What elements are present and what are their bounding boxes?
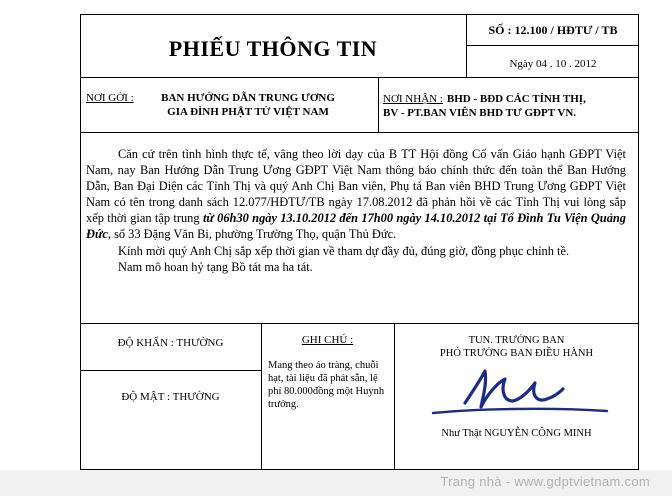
urgency-level: ĐỘ KHẨN : THƯỜNG	[117, 337, 224, 349]
header-bottom-line	[80, 77, 639, 78]
sender-line-1: BAN HƯỚNG DẪN TRUNG ƯƠNG	[161, 92, 335, 104]
border-right	[638, 14, 639, 470]
signer-title-2: PHÓ TRƯỞNG BAN ĐIỀU HÀNH	[439, 348, 594, 359]
sender-line-2: GIA ĐÌNH PHẬT TỬ VIỆT NAM	[167, 106, 329, 118]
recipient-line-1: BHD - BĐD CÁC TỈNH THỊ,	[446, 93, 586, 105]
body-text-part-2: , số 33 Đặng Văn Bi, phường Trường Thọ, quận Thủ Đức.	[107, 227, 397, 242]
document-title: PHIẾU THÔNG TIN	[168, 36, 378, 61]
body-paragraph-1	[86, 146, 626, 243]
event-details-highlight: từ 06h30 ngày 13.10.2012 đến 17h00 ngày 14.10.2012 tại Tổ Đình Tu Viện Quảng Đức	[86, 211, 626, 242]
sender-label: NƠI GỞI :	[86, 92, 134, 104]
note-label-wrap	[261, 334, 394, 346]
document-date: Ngày 04 . 10 . 2012	[509, 58, 597, 70]
address-bottom-line	[80, 132, 639, 133]
information-sheet	[80, 14, 639, 470]
border-top	[80, 14, 639, 15]
body-text-part-1: Căn cứ trên tình hình thực tế, vâng theo lời dạy của B TT Hội đồng Cố vấn Giáo hạnh GĐPT Việt Nam, nay Ban Hướng Dẫn Trung Ương GĐPT Việt Nam thông báo chính thức đến toàn thể Ban Hướng Dẫn, Ban Đại Diện các Tỉnh Thị và quý Anh Chị Ban viên, Phụ tá Ban viên BHD Trung Ương GĐPT Việt Nam có tên trong danh sách 12.077/HĐTƯ/TB ngày 17.08.2012 đã phản hồi về các Tỉnh Thị vui lòng sắp xếp thời gian tập trung	[86, 147, 626, 226]
recipient-line-2: BV - PT.BAN VIÊN BHD TƯ GĐPT VN.	[383, 107, 577, 119]
site-watermark: Trang nhà - www.gdptvietnam.com	[440, 474, 650, 489]
recipient-block	[383, 91, 635, 120]
signer-title-1: TUN. TRƯỞNG BAN	[468, 335, 565, 346]
note-text: Mang theo áo tràng, chuỗi hạt, tài liệu đã phát sẵn, lệ phí 80.000đồng một Huynh trưởng.	[268, 360, 385, 410]
note-label: GHI CHÚ :	[301, 334, 354, 346]
body-paragraph-3: Nam mô hoan hỷ tạng Bồ tát ma ha tát.	[118, 259, 313, 274]
signature-image	[425, 361, 615, 421]
recipient-label: NƠI NHẬN :	[383, 93, 443, 105]
ref-date-divider	[466, 45, 639, 46]
signer-name: Như Thật NGUYỄN CÔNG MINH	[441, 428, 592, 439]
body-bottom-line	[80, 323, 639, 324]
sender-name	[130, 91, 366, 119]
confidentiality-level: ĐỘ MẬT : THƯỜNG	[121, 391, 220, 403]
reference-number: SỐ : 12.100 / HĐTƯ / TB	[488, 23, 618, 37]
urgency-divider	[80, 370, 261, 371]
address-divider	[378, 77, 379, 132]
body-text	[86, 146, 626, 275]
body-paragraph-2: Kính mời quý Anh Chị sắp xếp thời gian về tham dự đầy đủ, đúng giờ, đồng phục chỉnh tề.	[118, 243, 570, 258]
